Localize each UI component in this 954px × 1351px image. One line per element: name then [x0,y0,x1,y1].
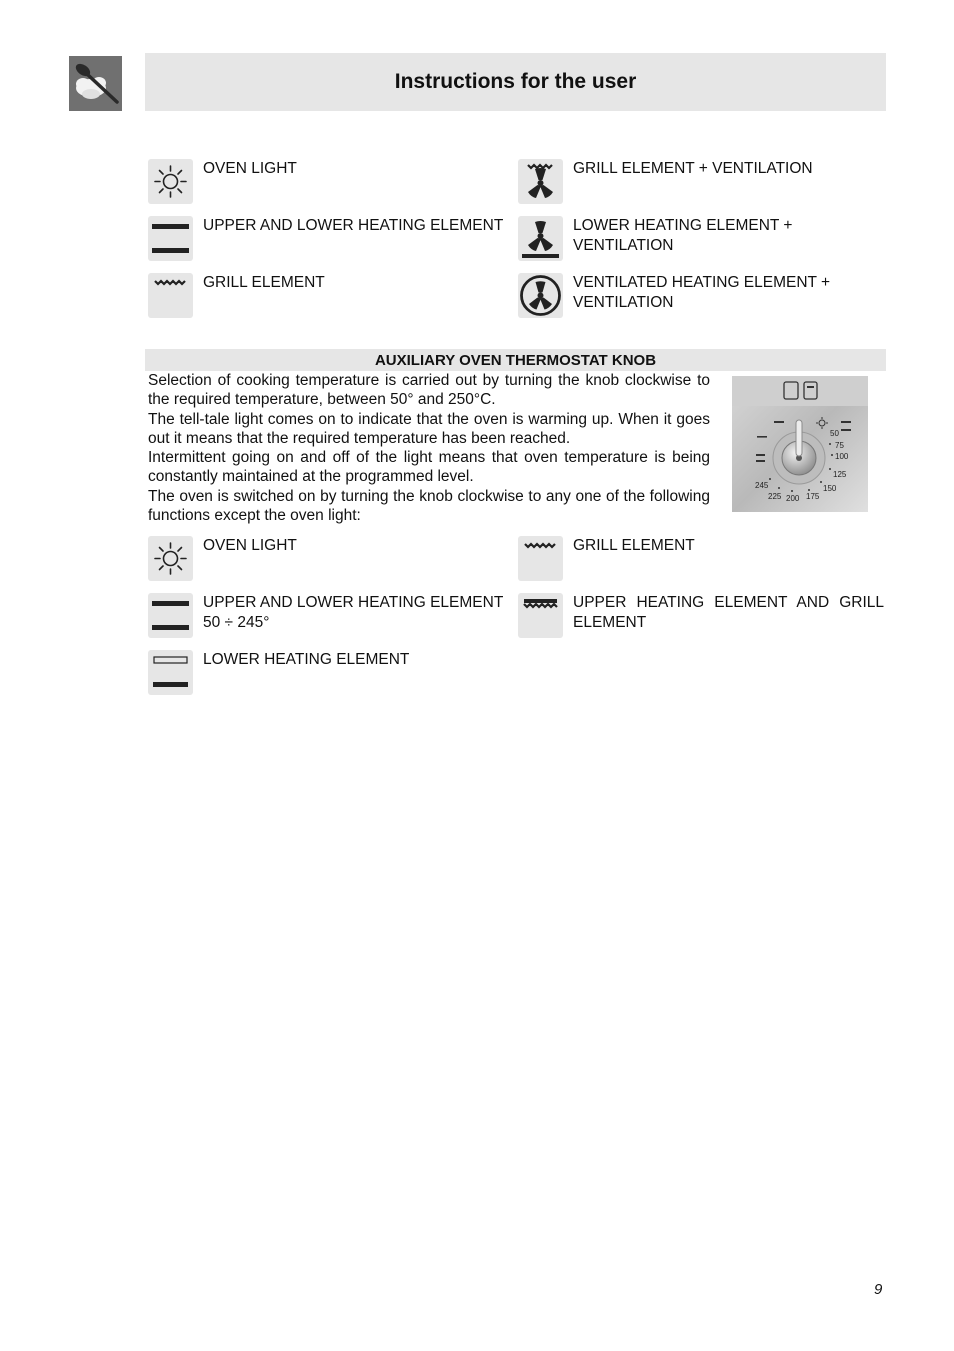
function-item [518,159,884,209]
function-label: UPPER HEATING ELEMENT AND GRILL ELEMENT [573,594,884,631]
header-bar [145,53,886,111]
knob-scale-label: 100 [835,452,849,461]
function-item [148,650,514,700]
function-item [148,593,514,643]
function-label: GRILL ELEMENT + VENTILATION [573,160,813,177]
function-label: LOWER HEATING ELEMENT [203,651,410,668]
function-label: GRILL ELEMENT [203,274,325,291]
paragraph: The oven is switched on by turning the knob clockwise to any one of the following functions except the oven light: [148,487,710,525]
thermostat-knob-illustration [732,376,868,512]
paragraph: The tell-tale light comes on to indicate that the oven is warming up. When it goes out it means that the required temperature has been reached. [148,410,710,447]
upper-heating-grill-icon [518,593,563,638]
function-item [518,536,884,586]
grill-element-icon [518,536,563,581]
knob-scale-label: 175 [806,492,820,501]
page-title: Instructions for the user [394,70,637,93]
function-label: OVEN LIGHT [203,160,297,177]
function-item [518,273,884,323]
function-item [518,216,884,266]
grill-ventilation-icon [518,159,563,204]
page-number: 9 [874,1281,883,1298]
paragraph: Intermittent going on and off of the light means that oven temperature is being constantly maintained at the programmed level. [148,449,710,486]
function-label: UPPER AND LOWER HEATING ELEMENT [203,217,504,234]
knob-scale-label: 150 [823,484,837,493]
knob-scale-label: 200 [786,494,800,503]
knob-scale-label: 75 [835,441,844,450]
paragraph: Selection of cooking temperature is carried out by turning the knob clockwise to the required temperature, between 50° and 250°C. [148,372,710,409]
lower-heating-ventilation-icon [518,216,563,261]
function-label: VENTILATED HEATING ELEMENT + VENTILATION [573,274,831,311]
grill-element-icon [148,273,193,318]
function-item [148,159,514,209]
function-item [148,273,514,323]
function-item [148,216,514,266]
function-label: GRILL ELEMENT [573,537,695,554]
knob-scale-label: 125 [833,470,847,479]
section-title: AUXILIARY OVEN THERMOSTAT KNOB [374,351,657,369]
ventilated-heating-icon [518,273,563,318]
chef-logo [69,56,122,111]
oven-light-icon [148,536,193,581]
function-label: LOWER HEATING ELEMENT + VENTILATION [573,217,793,254]
oven-light-icon [148,159,193,204]
lower-heating-icon [148,650,193,695]
knob-scale-label: 50 [830,429,839,438]
section-body [148,371,710,525]
function-label: OVEN LIGHT [203,537,297,554]
section-title-bar [145,349,886,371]
upper-lower-heating-icon [148,593,193,638]
upper-lower-heating-icon [148,216,193,261]
knob-scale-label: 245 [755,481,769,490]
knob-scale-label: 225 [768,492,782,501]
chef-spoon-icon [69,56,122,111]
function-item [148,536,514,586]
function-label: UPPER AND LOWER HEATING ELEMENT 50 ÷ 245° [203,594,504,631]
function-item [518,593,884,643]
